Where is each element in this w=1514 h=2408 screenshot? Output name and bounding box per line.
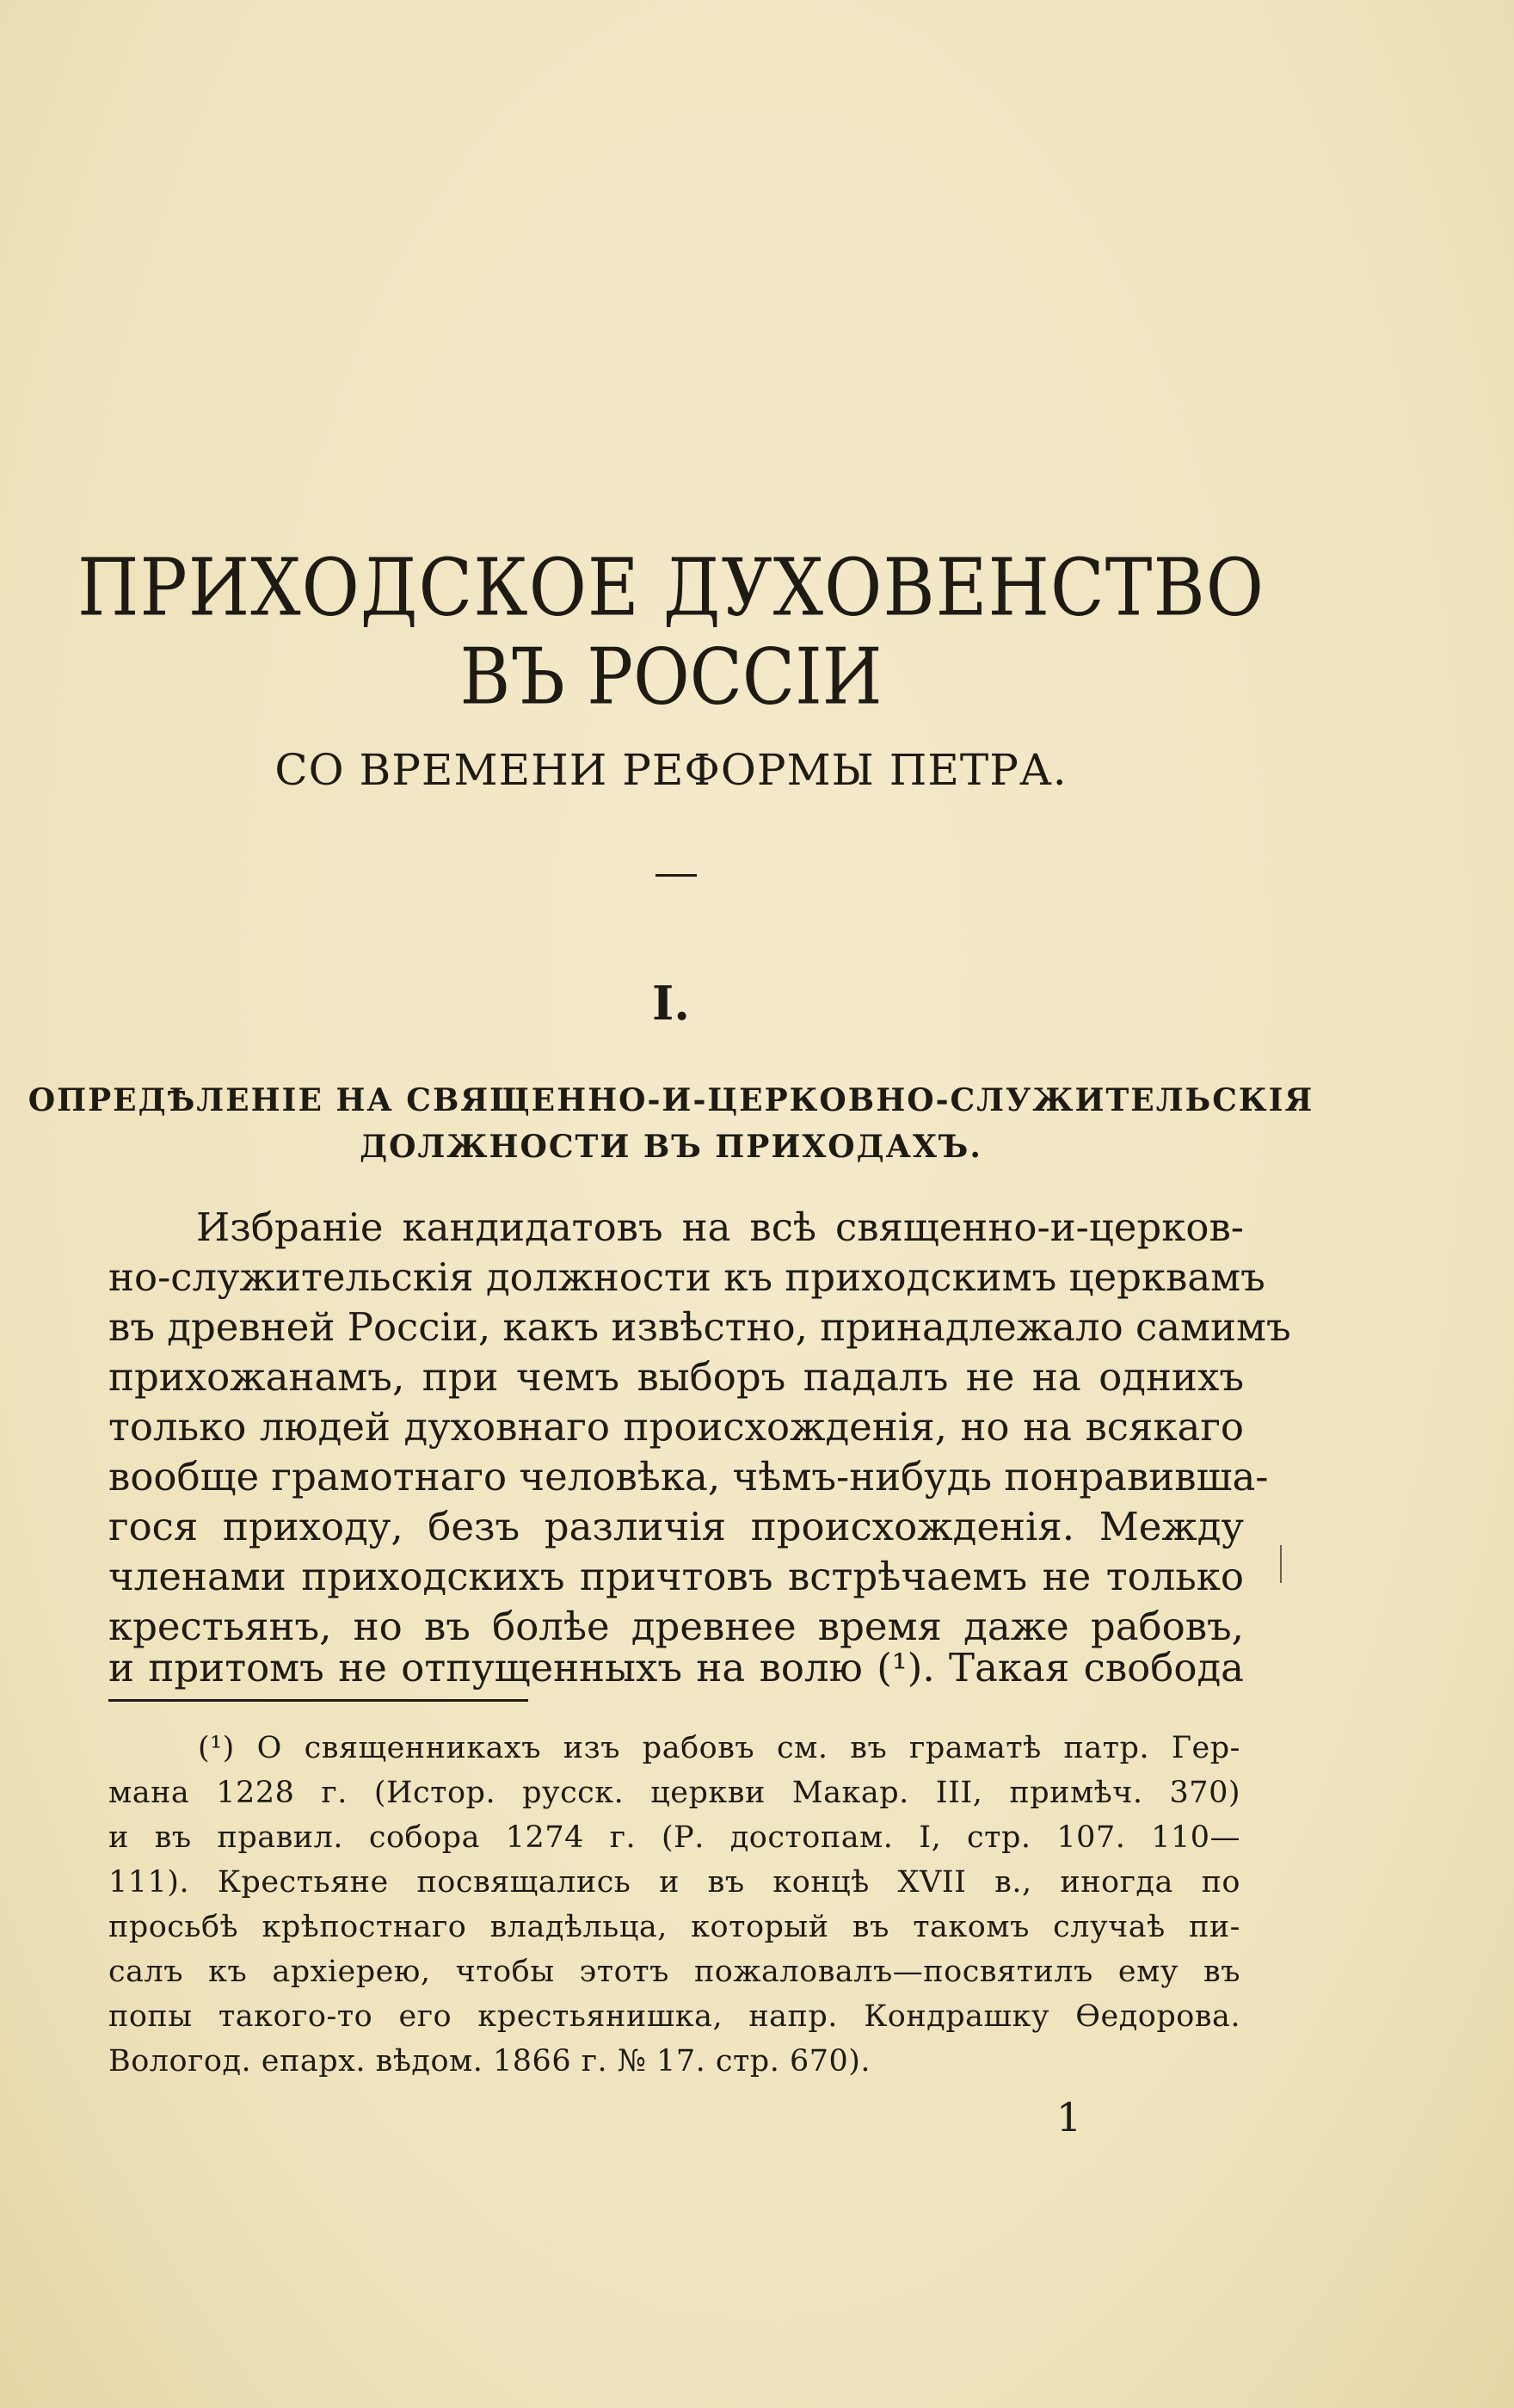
footnote-line: салъ къ архіерею, чтобы этотъ пожаловалъ—посвятилъ ему въ: [108, 1955, 1240, 1989]
page-subtitle: СО ВРЕМЕНИ РЕФОРМЫ ПЕТРА.: [274, 745, 1068, 795]
body-line: прихожанамъ, при чемъ выборъ падалъ не на однихъ: [108, 1354, 1244, 1400]
section-number: I.: [651, 976, 691, 1031]
section-heading-line-1: ОПРЕДѢЛЕНІЕ НА СВЯЩЕННО-И-ЦЕРКОВНО-СЛУЖИТЕЛЬСКІЯ: [28, 1082, 1314, 1118]
body-line: крестьянъ, но въ болѣе древнее время даже рабовъ,: [108, 1604, 1244, 1649]
section-heading-line-2: ДОЛЖНОСТИ ВЪ ПРИХОДАХЪ.: [360, 1129, 982, 1165]
body-line: только людей духовнаго происхожденія, но на всякаго: [108, 1404, 1244, 1450]
footnote-line: 111). Крестьяне посвящались и въ концѣ XVII в., иногда по: [108, 1865, 1240, 1900]
body-line: но-служительскія должности къ приходскимъ церквамъ: [108, 1254, 1265, 1300]
title-separator-dash: [655, 874, 697, 877]
body-line: членами приходскихъ причтовъ встрѣчаемъ не только: [108, 1554, 1244, 1599]
footnote-line: Вологод. епарх. вѣдом. 1866 г. № 17. стр. 670).: [108, 2044, 871, 2079]
body-line: Избраніе кандидатовъ на всѣ священно-и-церков-: [196, 1204, 1244, 1250]
page-title-line-2: ВЪ РОССІИ: [459, 631, 883, 722]
body-line: гося приходу, безъ различія происхожденія. Между: [108, 1504, 1244, 1549]
body-line: въ древней Россіи, какъ извѣстно, принадлежало самимъ: [108, 1304, 1291, 1350]
footnote-line: просьбѣ крѣпостнаго владѣльца, который въ такомъ случаѣ пи-: [108, 1910, 1240, 1944]
body-line: вообще грамотнаго человѣка, чѣмъ-нибудь понравивша-: [108, 1454, 1269, 1500]
margin-mark: [1280, 1545, 1282, 1583]
page-number: 1: [1056, 2094, 1082, 2140]
footnote-line: и въ правил. собора 1274 г. (Р. достопам. I, стр. 107. 110—: [108, 1820, 1240, 1855]
page-title-line-1: ПРИХОДСКОЕ ДУХОВЕНСТВО: [77, 542, 1265, 634]
footnote-rule: [108, 1699, 528, 1702]
body-line: и притомъ не отпущенныхъ на волю (¹). Такая свобода: [108, 1645, 1244, 1691]
footnote-line: мана 1228 г. (Истор. русск. церкви Макар. III, примѣч. 370): [108, 1776, 1240, 1810]
footnote-line: попы такого-то его крестьянишка, напр. Кондрашку Ѳедорова.: [108, 1999, 1240, 2034]
footnote-line: (¹) О священникахъ изъ рабовъ см. въ граматѣ патр. Гер-: [198, 1731, 1240, 1765]
